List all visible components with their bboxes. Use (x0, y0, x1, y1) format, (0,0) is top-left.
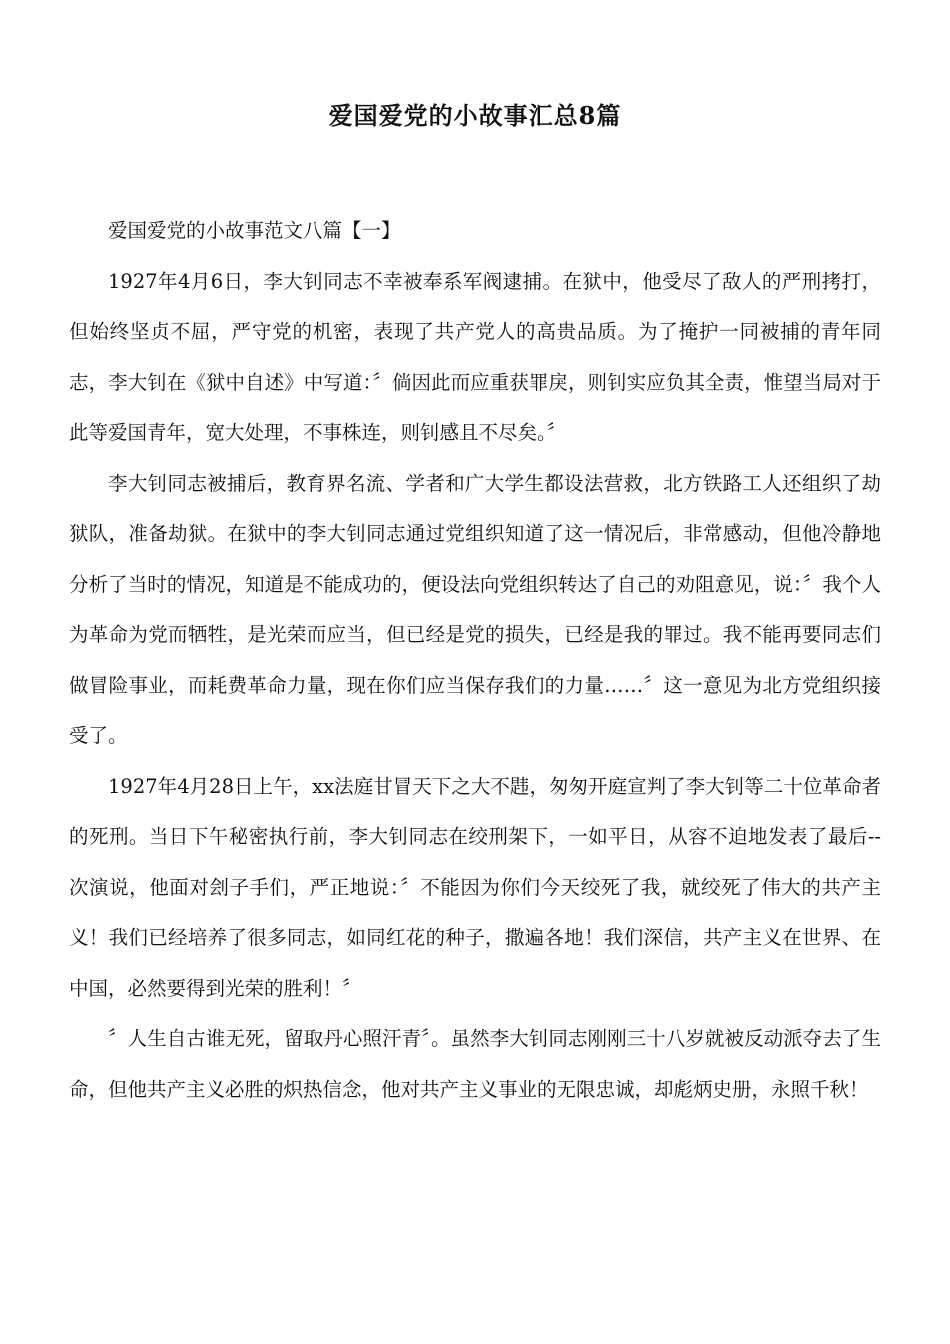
paragraph-2: 李大钊同志被捕后，教育界名流、学者和广大学生都设法营救，北方铁路工人还组织了劫狱队，准备劫狱。在狱中的李大钊同志通过党组织知道了这一情况后，非常感动，但他冷静地分析了当时的情况，知道是不能成功的，便设法向党组织转达了自己的劝阻意见，说：〞我个人为革命为党而牺牲，是光荣而应当，但已经是党的损失，已经是我的罪过。我不能再要同志们做冒险事业，而耗费革命力量，现在你们应当保存我们的力量……〞这一意见为北方党组织接受了。 (69, 471, 881, 747)
paragraph-4: 〞人生自古谁无死，留取丹心照汗青〞。虽然李大钊同志刚刚三十八岁就被反动派夺去了生命，但他共产主义必胜的炽热信念，他对共产主义事业的无限忠诚，却彪炳史册，永照千秋！ (69, 1027, 881, 1101)
paragraph-1: 1927年4月6日，李大钊同志不幸被奉系军阀逮捕。在狱中，他受尽了敌人的严刑拷打，但始终坚贞不屈，严守党的机密，表现了共产党人的高贵品质。为了掩护一同被捕的青年同志，李大钊在《狱中自述》中写道：〞倘因此而应重获罪戾，则钊实应负其全责，惟望当局对于此等爱国青年，宽大处理，不事株连，则钊感且不尽矣。〞 (69, 269, 881, 444)
section-heading: 爱国爱党的小故事范文八篇【一】 (108, 219, 401, 242)
paragraph-3: 1927年4月28日上午，xx法庭甘冒天下之大不韪，匆匆开庭宣判了李大钊等二十位革命者的死刑。当日下午秘密执行前，李大钊同志在绞刑架下，一如平日，从容不迫地发表了最后--次演说，他面对刽子手们，严正地说：〞不能因为你们今天绞死了我，就绞死了伟大的共产主义！我们已经培养了很多同志，如同红花的种子，撒遍各地！我们深信，共产主义在世界、在中国，必然要得到光荣的胜利！〞 (69, 774, 881, 1000)
document-title: 爱国爱党的小故事汇总8篇 (328, 101, 622, 130)
document-body (69, 206, 881, 1115)
